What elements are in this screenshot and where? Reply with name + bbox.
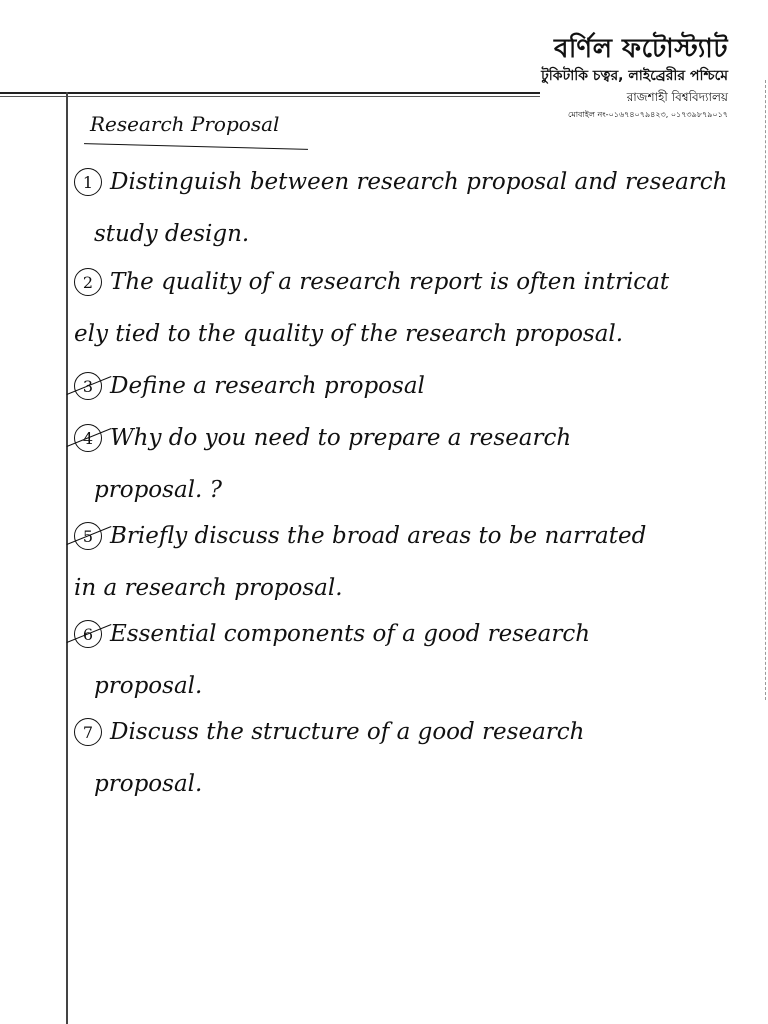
top-rule-line-secondary (0, 96, 540, 97)
question-1-line-1: Distinguish between research proposal and research (110, 169, 728, 195)
stamp-university: রাজশাহী বিশ্ববিদ্যালয় (626, 90, 728, 104)
shop-stamp (528, 34, 728, 122)
question-number-4-text: 4 (82, 428, 94, 448)
question-number-3-text: 3 (82, 376, 94, 396)
margin-line (66, 92, 68, 1024)
question-number-3 (74, 372, 102, 400)
question-number-1: 1 (74, 168, 102, 196)
question-4-line-2: proposal. ? (94, 477, 222, 503)
question-5 (74, 510, 764, 614)
question-5-line-2: in a research proposal. (74, 575, 343, 601)
question-7-line-1: Discuss the structure of a good research (110, 719, 585, 745)
stamp-address: টুকিটাকি চত্বর, লাইব্রেরীর পশ্চিমে (541, 68, 728, 84)
page-title: Research Proposal (90, 112, 280, 136)
question-number-6-text: 6 (82, 624, 94, 644)
question-7 (74, 706, 764, 810)
page-edge (765, 80, 766, 700)
question-4-line-1: Why do you need to prepare a research (110, 425, 572, 451)
question-2 (74, 256, 764, 360)
question-number-5-text: 5 (82, 526, 94, 546)
question-6 (74, 608, 764, 712)
question-number-4 (74, 424, 102, 452)
stamp-shop-name: বর্ণিল ফটোস্ট্যাট (553, 34, 728, 64)
question-3 (74, 360, 764, 412)
question-number-2: 2 (74, 268, 102, 296)
title-underline (84, 143, 308, 150)
question-1 (74, 156, 764, 260)
question-5-line-1: Briefly discuss the broad areas to be narrated (110, 523, 647, 549)
question-6-line-1: Essential components of a good research (110, 621, 591, 647)
question-1-line-2: study design. (94, 221, 250, 247)
question-2-line-1: The quality of a research report is often intricat (110, 269, 670, 295)
question-6-line-2: proposal. (94, 673, 203, 699)
question-7-line-2: proposal. (94, 771, 203, 797)
stamp-phone: মোবাইল নং-০১৬৭৪০৭৯৪২৩, ০১৭৩৯৮৭৯০১৭ (568, 110, 728, 119)
question-3-line-1: Define a research proposal (110, 373, 425, 399)
question-number-6 (74, 620, 102, 648)
question-4 (74, 412, 764, 516)
question-number-7: 7 (74, 718, 102, 746)
question-number-5 (74, 522, 102, 550)
question-2-line-2: ely tied to the quality of the research proposal. (74, 321, 624, 347)
top-rule-line (0, 92, 540, 94)
